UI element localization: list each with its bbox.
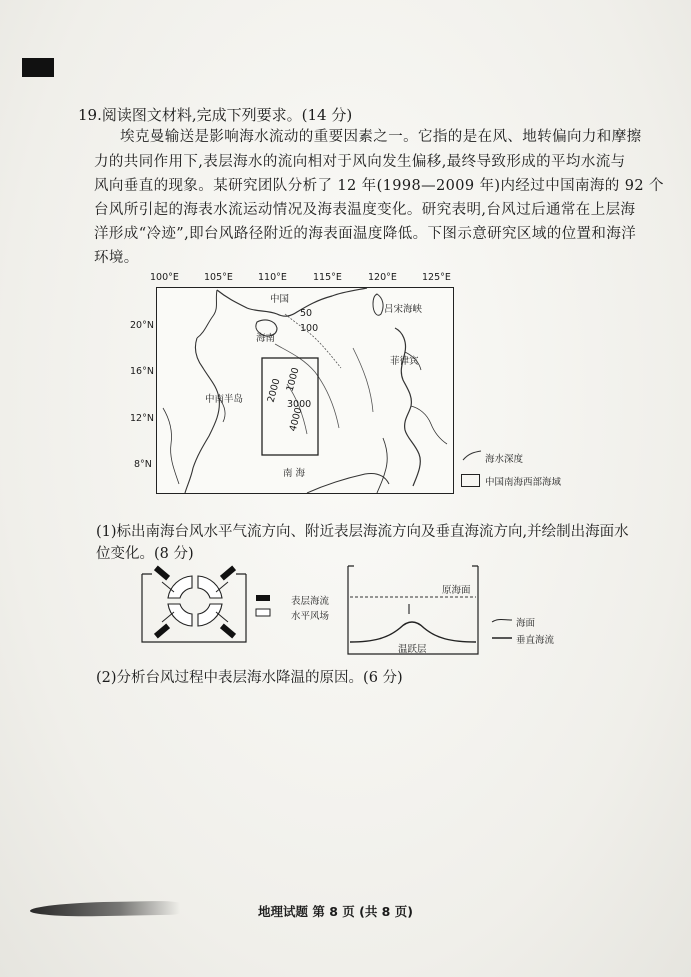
paragraph-line-1: 埃克曼输送是影响海水流动的重要因素之一。它指的是在风、地转偏向力和摩擦 — [120, 129, 642, 145]
question-title: 19.阅读图文材料,完成下列要求。(14 分) — [78, 106, 353, 124]
page-footer: 地理试题 第 8 页 (共 8 页) — [258, 904, 413, 919]
depth-legend-icon — [461, 449, 483, 463]
label-thermocline: 温跃层 — [398, 644, 427, 655]
lat-label-8: 8°N — [134, 459, 152, 470]
paragraph-line-3: 风向垂直的现象。某研究团队分析了 12 年(1998—2009 年)内经过中国南海的 92 个 — [94, 178, 664, 194]
paragraph-line-2: 力的共同作用下,表层海水的流向相对于风向发生偏移,最终导致形成的平均水流与 — [94, 154, 626, 170]
region-legend-box — [461, 474, 480, 487]
lon-label-115: 115°E — [313, 272, 342, 283]
lat-label-16: 16°N — [130, 366, 154, 377]
depth-100: 100 — [300, 323, 319, 334]
label-philippines: 菲律宾 — [390, 356, 419, 367]
subquestion-2: (2)分析台风过程中表层海水降温的原因。(6 分) — [96, 670, 403, 686]
depth-1000: 1000 — [284, 366, 302, 393]
label-hainan: 海南 — [256, 333, 276, 344]
paragraph-line-5: 洋形成“冷迹”,即台风路径附近的海表面温度降低。下图示意研究区域的位置和海洋 — [94, 226, 637, 242]
legend-surface-current: 表层海流 — [291, 596, 330, 607]
lat-label-12: 12°N — [130, 413, 154, 424]
subquestion-1-line-2: 位变化。(8 分) — [96, 546, 194, 562]
paragraph-line-4: 台风所引起的海表水流运动情况及海表温度变化。研究表明,台风过后通常在上层海 — [94, 202, 636, 218]
legend-sea-surface: 海面 — [516, 618, 536, 629]
lon-label-110: 110°E — [258, 272, 287, 283]
label-china: 中国 — [270, 294, 290, 305]
subquestion-1-line-1: (1)标出南海台风水平气流方向、附近表层海流方向及垂直海流方向,并绘制出海面水 — [96, 524, 629, 540]
label-indochina: 中南半岛 — [205, 394, 244, 405]
lat-label-20: 20°N — [130, 320, 154, 331]
lon-label-120: 120°E — [368, 272, 397, 283]
legend-region-label: 中国南海西部海域 — [485, 477, 562, 488]
depth-2000: 2000 — [265, 377, 283, 404]
paragraph-line-6: 环境。 — [94, 250, 139, 266]
scan-corner-mark — [22, 58, 54, 77]
lon-label-125: 125°E — [422, 272, 451, 283]
depth-3000: 3000 — [287, 399, 312, 410]
depth-4000: 4000 — [287, 406, 305, 433]
lon-label-105: 105°E — [204, 272, 233, 283]
legend-depth-label: 海水深度 — [485, 454, 524, 465]
label-original-sea-surface: 原海面 — [442, 585, 471, 596]
depth-50: 50 — [300, 308, 313, 319]
label-luzon-strait: 吕宋海峡 — [384, 304, 423, 315]
lon-label-100: 100°E — [150, 272, 179, 283]
label-south-sea: 南 海 — [283, 468, 306, 479]
legend-vertical-current: 垂直海流 — [516, 635, 555, 646]
legend-wind-field: 水平风场 — [291, 611, 330, 622]
